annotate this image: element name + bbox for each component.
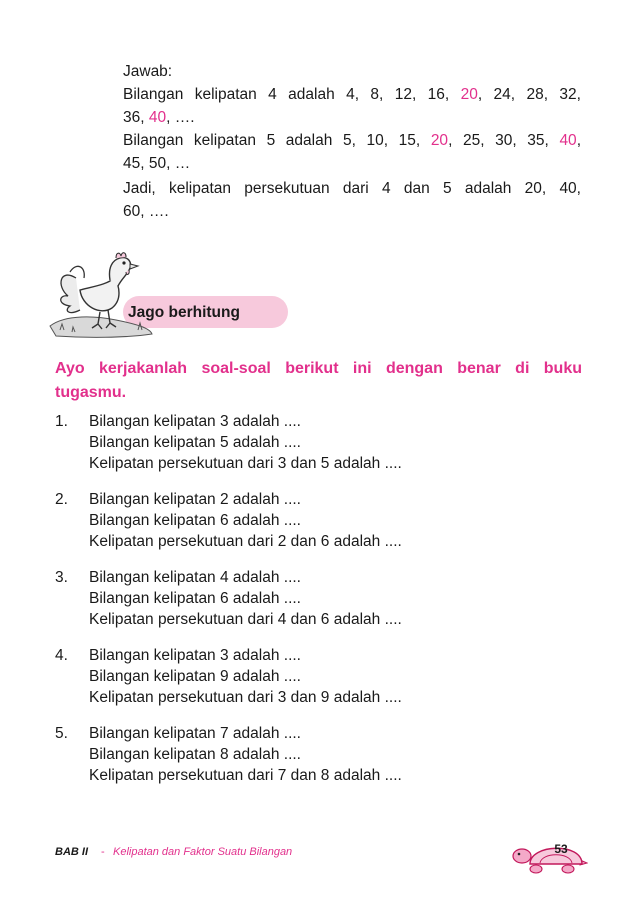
footer-separator: - [101,846,105,858]
exercise-line: Bilangan kelipatan 3 adalah .... [89,413,301,430]
answer-line-1: Bilangan kelipatan 4 adalah 4, 8, 12, 16, 20, 24, 28, 32, [123,86,581,103]
highlight-40: 40 [148,109,167,126]
exercise-line: Bilangan kelipatan 6 adalah .... [89,512,301,529]
exercise-line: Kelipatan persekutuan dari 2 dan 6 adalah .... [89,533,402,550]
exercise-line: Bilangan kelipatan 3 adalah .... [89,647,301,664]
exercise-number: 4. [55,647,68,664]
exercise-number: 1. [55,413,68,430]
exercise-line: Bilangan kelipatan 8 adalah .... [89,746,301,763]
exercise-number: 2. [55,491,68,508]
answer-line-2: 36, 40, …. [123,109,195,126]
rooster-icon [46,250,156,340]
exercise-line: Kelipatan persekutuan dari 3 dan 9 adalah .... [89,689,402,706]
answer-label: Jawab: [123,63,173,80]
exercise-item [55,723,585,801]
highlight-20: 20 [460,86,478,103]
answer-line-3: Bilangan kelipatan 5 adalah 5, 10, 15, 20, 25, 30, 35, 40, [123,132,581,149]
exercise-line: Bilangan kelipatan 7 adalah .... [89,725,301,742]
exercise-item [55,645,585,723]
exercise-number: 3. [55,569,68,586]
exercise-line: Bilangan kelipatan 5 adalah .... [89,434,301,451]
exercise-line: Kelipatan persekutuan dari 4 dan 6 adalah .... [89,611,402,628]
chapter-number: BAB II [55,846,88,858]
banner-title: Jago berhitung [128,304,240,321]
instruction [55,357,582,405]
highlight-20: 20 [430,132,449,149]
chapter-title: Kelipatan dan Faktor Suatu Bilangan [113,846,293,858]
exercise-line: Bilangan kelipatan 4 adalah .... [89,569,301,586]
exercise-line: Bilangan kelipatan 9 adalah .... [89,668,301,685]
page-number: 53 [554,842,568,856]
instruction-line-1: Ayo kerjakanlah soal-soal berikut ini dengan benar di buku [55,360,582,377]
instruction-line-2: tugasmu. [55,384,127,401]
answer-line-5: Jadi, kelipatan persekutuan dari 4 dan 5 adalah 20, 40, [123,180,581,197]
exercise-line: Bilangan kelipatan 2 adalah .... [89,491,301,508]
exercise-list [55,411,585,801]
exercise-line: Bilangan kelipatan 6 adalah .... [89,590,301,607]
exercise-line: Kelipatan persekutuan dari 3 dan 5 adalah .... [89,455,402,472]
highlight-40: 40 [559,132,577,149]
exercise-item [55,411,585,489]
answer-line-6: 60, …. [123,203,169,220]
page-footer [55,843,585,863]
exercise-number: 5. [55,725,68,742]
exercise-item [55,489,585,567]
answer-block [123,60,581,223]
exercise-item [55,567,585,645]
exercise-line: Kelipatan persekutuan dari 7 dan 8 adalah .... [89,767,402,784]
answer-line-4: 45, 50, … [123,155,191,172]
